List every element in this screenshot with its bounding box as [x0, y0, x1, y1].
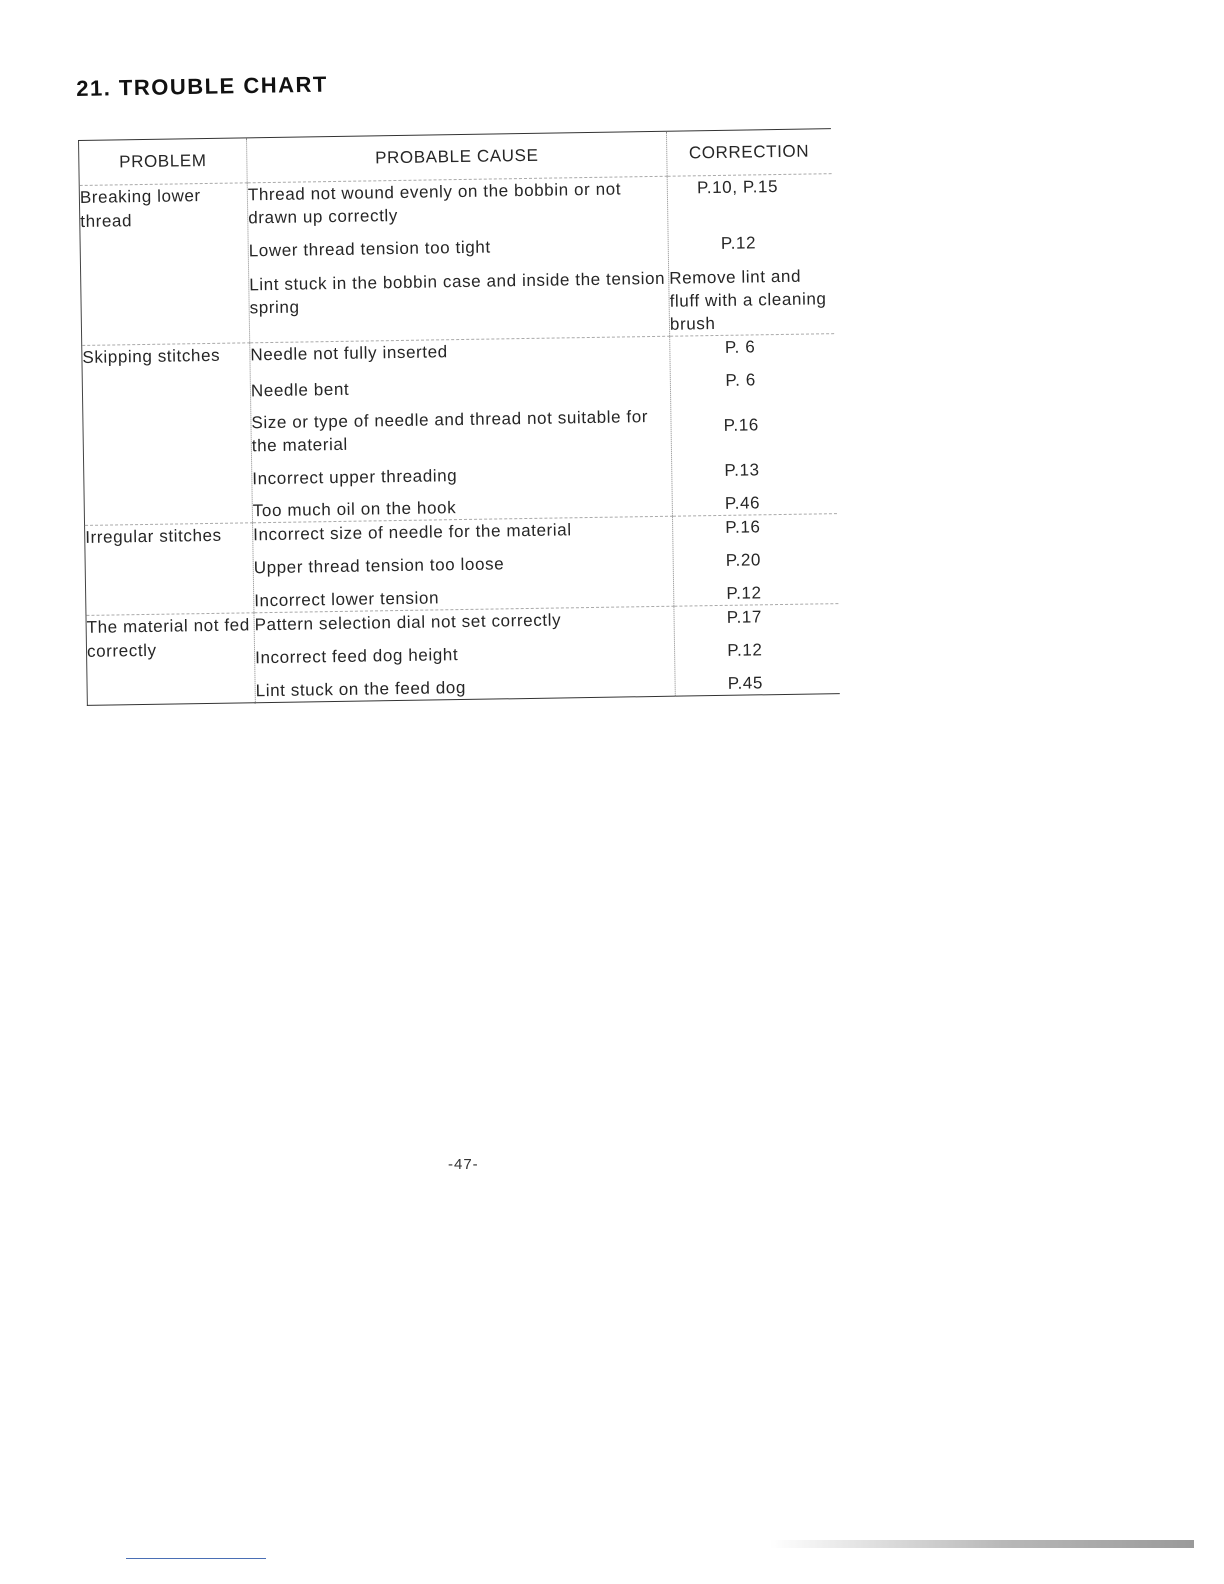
correction-item: P.46	[724, 493, 761, 513]
cause-item: Incorrect upper threading	[252, 466, 458, 489]
cause-item: Thread not wound evenly on the bobbin or not drawn up correctly	[247, 179, 622, 228]
problem-cell: Breaking lower thread	[79, 183, 249, 346]
correction-item: Remove lint and fluff with a cleaning brush	[669, 266, 827, 334]
correction-item: P.12	[727, 640, 763, 660]
correction-item: P.20	[725, 550, 762, 570]
problem-cell: Irregular stitches	[85, 523, 254, 616]
table-row	[85, 514, 838, 616]
cause-item: Size or type of needle and thread not suitable for the material	[251, 407, 649, 456]
cause-item: Too much oil on the hook	[252, 498, 457, 521]
correction-item: P.45	[727, 673, 764, 693]
scan-edge-shadow-right	[770, 1540, 1194, 1548]
causes-cell	[253, 516, 674, 613]
correction-item: P.10, P.15	[696, 177, 779, 198]
cause-item: Incorrect size of needle for the material	[253, 520, 572, 545]
table-row	[79, 174, 833, 346]
trouble-table	[78, 128, 839, 706]
page-title: 21. TROUBLE CHART	[76, 71, 329, 101]
causes-cell	[250, 336, 673, 523]
cause-item: Pattern selection dial not set correctly	[254, 610, 562, 635]
cause-item: Incorrect feed dog height	[255, 645, 459, 668]
header-problem: PROBLEM	[79, 138, 248, 186]
cause-item: Lint stuck in the bobbin case and inside the tension spring	[249, 268, 666, 318]
cause-item: Lower thread tension too tight	[248, 237, 491, 261]
correction-item: P.12	[726, 583, 762, 603]
scan-edge-line-left	[126, 1558, 266, 1559]
corrections-cell	[670, 334, 837, 517]
causes-cell	[247, 176, 669, 343]
header-probable-cause: PROBABLE CAUSE	[246, 131, 667, 183]
corrections-cell	[672, 514, 837, 607]
cause-item: Lint stuck on the feed dog	[255, 677, 467, 701]
cause-item: Incorrect lower tension	[254, 588, 440, 611]
cause-item: Upper thread tension too loose	[253, 554, 505, 578]
problem-cell: The material not fed correctly	[86, 613, 255, 706]
correction-item: P.17	[726, 607, 763, 627]
corrections-cell	[667, 174, 833, 337]
correction-item: P.12	[720, 233, 757, 253]
correction-item: P.13	[724, 460, 760, 480]
correction-item: P.16	[725, 517, 761, 537]
table-row	[86, 604, 839, 706]
cause-item: Needle not fully inserted	[250, 342, 448, 365]
correction-item: P.16	[723, 415, 760, 435]
correction-item: P. 6	[725, 370, 756, 390]
cause-item: Needle bent	[250, 379, 350, 401]
page-number: -47-	[448, 1156, 479, 1173]
problem-cell: Skipping stitches	[82, 343, 253, 526]
correction-item: P. 6	[724, 337, 756, 357]
table-row	[82, 334, 837, 526]
header-correction: CORRECTION	[666, 129, 831, 177]
causes-cell	[254, 606, 675, 703]
corrections-cell	[674, 604, 839, 697]
trouble-chart	[78, 128, 840, 802]
